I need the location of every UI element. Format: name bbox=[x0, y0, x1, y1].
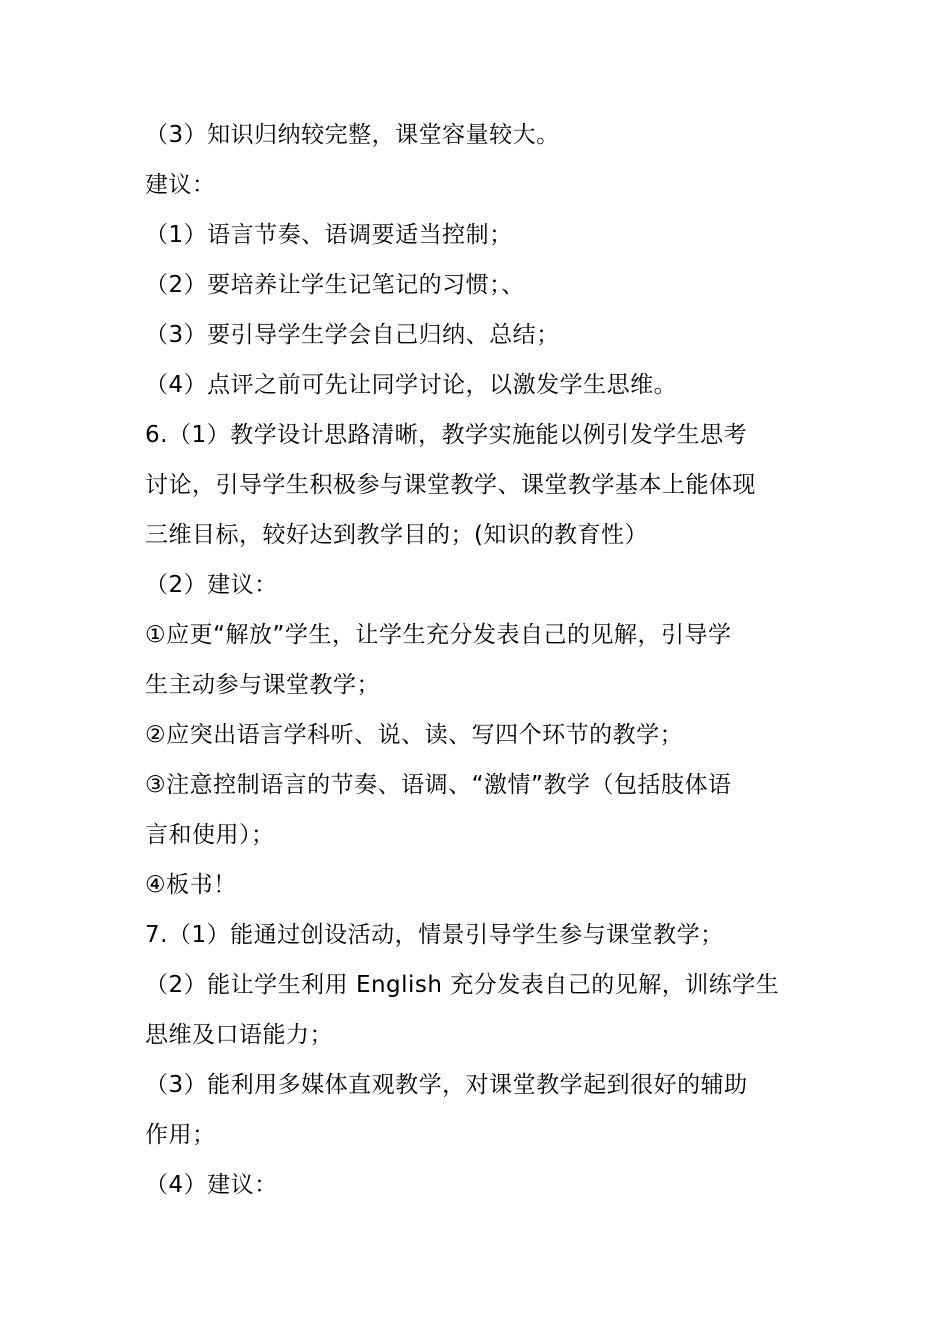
text-line: （2）建议： bbox=[145, 572, 278, 598]
text-line: ②应突出语言学科听、说、读、写四个环节的教学； bbox=[145, 722, 684, 748]
text-line: 作用； bbox=[145, 1122, 216, 1148]
text-line: 思维及口语能力； bbox=[145, 1022, 333, 1048]
text-line: （4）建议： bbox=[145, 1172, 278, 1198]
text-line: 建议： bbox=[145, 172, 216, 198]
text-line: （3）要引导学生学会自己归纳、总结； bbox=[145, 322, 560, 348]
text-line: 三维目标，较好达到教学目的；(知识的教育性） bbox=[145, 522, 648, 548]
text-line: （2）能让学生利用 English 充分发表自己的见解，训练学生 bbox=[145, 972, 780, 998]
text-line: （3）能利用多媒体直观教学，对课堂教学起到很好的辅助 bbox=[145, 1072, 748, 1098]
text-line: ③注意控制语言的节奏、语调、“激情”教学（包括肢体语 bbox=[145, 772, 732, 798]
text-line: （1）语言节奏、语调要适当控制； bbox=[145, 222, 513, 248]
document-body bbox=[145, 110, 825, 1210]
text-line: 7.（1）能通过创设活动，情景引导学生参与课堂教学； bbox=[145, 922, 724, 948]
text-line: 6.（1）教学设计思路清晰，教学实施能以例引发学生思考 bbox=[145, 422, 748, 448]
text-line: （4）点评之前可先让同学讨论，以激发学生思维。 bbox=[145, 372, 678, 398]
text-line: 言和使用）； bbox=[145, 822, 275, 848]
text-line: 生主动参与课堂教学； bbox=[145, 672, 380, 698]
text-line: （2）要培养让学生记笔记的习惯；、 bbox=[145, 272, 525, 298]
text-line: ①应更“解放”学生，让学生充分发表自己的见解，引导学 bbox=[145, 622, 732, 648]
text-line: （3）知识归纳较完整，课堂容量较大。 bbox=[145, 122, 560, 148]
text-line: 讨论，引导学生积极参与课堂教学、课堂教学基本上能体现 bbox=[145, 472, 756, 498]
text-line: ④板书！ bbox=[145, 872, 237, 898]
